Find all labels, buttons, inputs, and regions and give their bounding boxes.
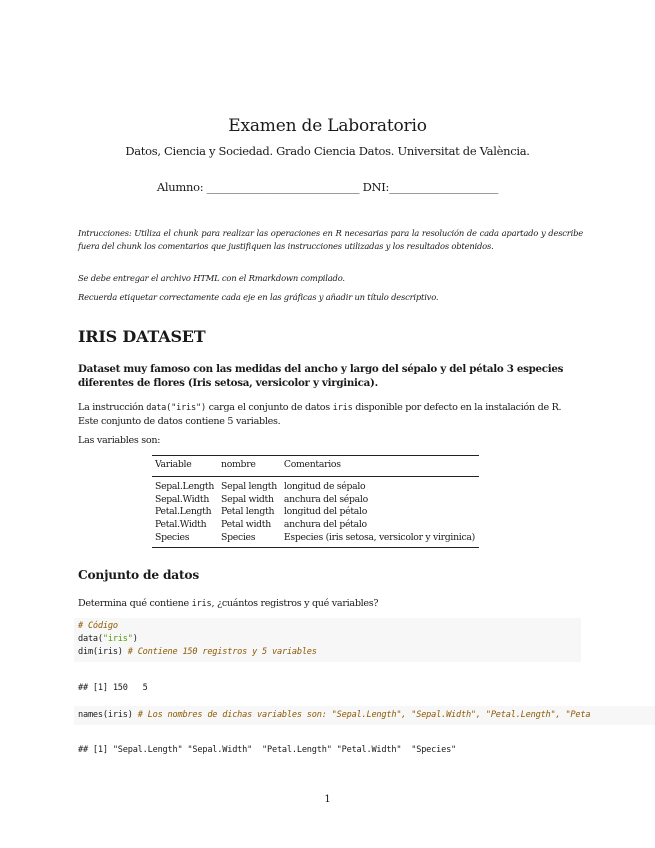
code-output: ## [1] 150 5	[78, 683, 148, 693]
subsection-heading: Conjunto de datos	[78, 568, 199, 582]
table-cell: Sepal.Length	[155, 480, 215, 492]
inline-code: data("iris")	[146, 403, 206, 413]
code-comment: # Código	[78, 621, 118, 631]
table-cell: Petal width	[221, 519, 271, 531]
dataset-description: Dataset muy famoso con las medidas del ancho y largo del sépalo y del pétalo 3 especies diferentes de flores (Iris setosa, versicolor y virginica).	[78, 363, 564, 389]
instructions-paragraph: Intrucciones: Utiliza el chunk para realizar las operaciones en R necesarias para la resolución de cada apartado y describe fuera del chunk los comentarios que justifiquen las instrucciones utilizadas y los resultados obtenidos.	[78, 228, 583, 251]
table-cell: longitud del pétalo	[283, 506, 367, 518]
table-header-cell: Variable	[152, 456, 218, 477]
paragraph-text: , ¿cuántos registros y qué variables?	[211, 598, 379, 609]
code-chunk	[74, 706, 655, 725]
table-header-row	[152, 456, 479, 477]
code-token: data(	[78, 634, 103, 644]
table-row	[152, 519, 479, 532]
dataset-load-paragraph	[78, 401, 583, 428]
code-chunk	[74, 618, 581, 662]
table-header-cell: nombre	[218, 456, 281, 477]
table-cell: longitud de sépalo	[283, 480, 366, 492]
section-heading: IRIS DATASET	[78, 327, 206, 346]
table-cell: anchura del pétalo	[283, 519, 367, 531]
code-token: names(iris)	[78, 710, 138, 720]
table-cell: Petal.Length	[155, 506, 212, 518]
paragraph-text: carga el conjunto de datos	[205, 402, 333, 413]
document-title: Examen de Laboratorio	[228, 116, 427, 136]
code-token: dim(iris)	[78, 647, 128, 657]
inline-code: iris	[332, 403, 353, 413]
paragraph-text: disponible por defecto en la instalación de R. Este conjunto de datos contiene 5 variables.	[78, 402, 562, 427]
paragraph-text: Determina qué contiene	[78, 598, 192, 609]
code-string: "iris"	[102, 634, 133, 644]
code-line	[78, 710, 590, 720]
code-token: )	[132, 634, 138, 644]
table-cell: anchura del sépalo	[283, 493, 368, 505]
table-cell: Sepal.Width	[155, 493, 210, 505]
table-cell: Species	[218, 532, 281, 547]
variables-table	[152, 455, 479, 548]
table-cell: Petal length	[221, 506, 275, 518]
table-cell: Sepal width	[221, 493, 274, 505]
table-cell: Species	[152, 532, 218, 547]
labeling-note: Recuerda etiquetar correctamente cada eje en las gráficas y añadir un título descriptivo.	[78, 292, 439, 302]
question-paragraph	[78, 597, 583, 611]
inline-code: iris	[191, 599, 212, 609]
submission-note: Se debe entregar el archivo HTML con el Rmarkdown compilado.	[78, 273, 345, 283]
paragraph-text: La instrucción	[78, 402, 147, 413]
code-line	[78, 647, 317, 657]
code-comment: # Contiene 150 registros y 5 variables	[127, 647, 317, 657]
table-row	[152, 532, 479, 547]
table-header-cell: Comentarios	[281, 456, 479, 477]
table-row	[152, 494, 479, 507]
table-cell: Petal.Width	[155, 519, 207, 531]
code-comment: # Los nombres de dichas variables son: "Sepal.Length", "Sepal.Width", "Petal.Length", "Peta	[137, 710, 591, 720]
code-line	[78, 634, 138, 644]
table-cell: Especies (iris setosa, versicolor y virginica)	[281, 532, 479, 547]
page-number: 1	[324, 794, 331, 805]
table-row	[152, 476, 479, 493]
table-cell: Sepal length	[221, 480, 277, 492]
student-info-line: Alumno: ____________________________ DNI:____________________	[156, 180, 499, 194]
code-output: ## [1] "Sepal.Length" "Sepal.Width" "Petal.Length" "Petal.Width" "Species"	[78, 745, 457, 755]
variables-intro: Las variables son:	[78, 435, 161, 446]
document-subtitle: Datos, Ciencia y Sociedad. Grado Ciencia Datos. Universitat de València.	[125, 144, 530, 158]
table-row	[152, 506, 479, 519]
